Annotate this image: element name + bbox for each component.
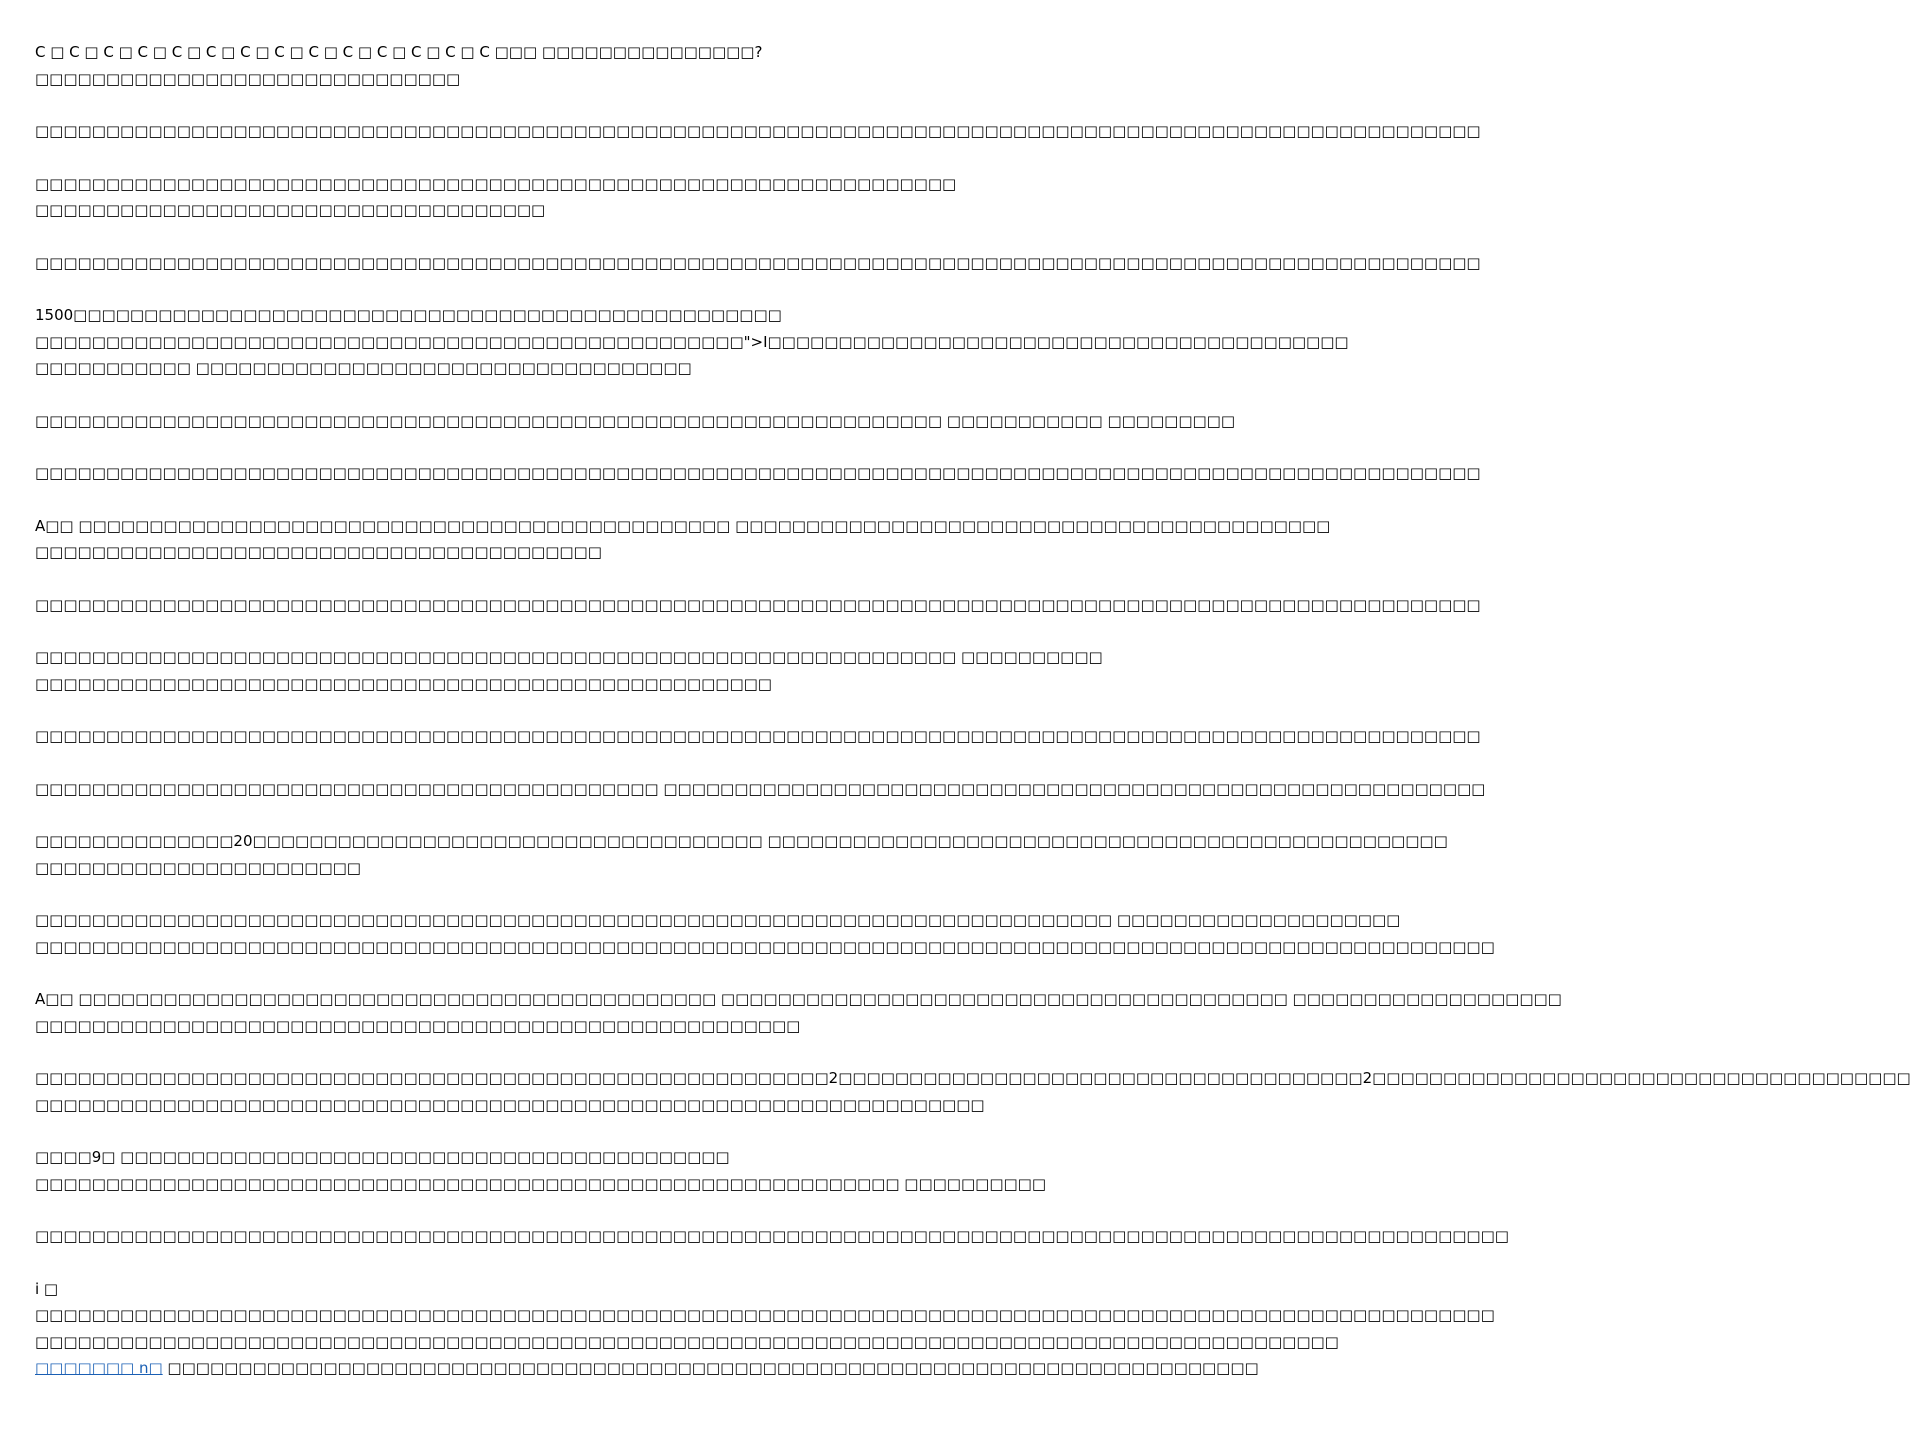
- text-line: □□□□□□□□□□□□□□□□□□□□□□□□□□□□□□□□□□□□□□□□□□□□□□□□□□">I□□□□□□□□□□□□□□□□□□□□□□□□□□□□□□□□□□□□□□□□□: [35, 332, 1349, 351]
- paragraph-11: [35, 723, 1481, 750]
- footer-block: [35, 1276, 1495, 1382]
- paragraph-2: [35, 118, 1481, 145]
- text-line: □□□□□□□□□□□□□□□□□□□□□□□□□□□□□□□□□□□□□□□□□□□□□□□□□□□□: [35, 674, 772, 693]
- text-line: □□□□□□□□□□□□□□□□□□□□□□□□□□□□□□□□□□□□□□□□□□□□□□□□□□□□□□□□□□□□□□□□□□□□□□□□□□□□□□□□□□□□□□□□□□□□□□□□□□□□□□: [35, 595, 1481, 614]
- footer-line-3: □□□□□□□□□□□□□□□□□□□□□□□□□□□□□□□□□□□□□□□□□□□□□□□□□□□□□□□□□□□□□□□□□□□□□□□□□□□□□□□□□□□□□□□□□□□□: [35, 1332, 1339, 1351]
- text-line: □□□□□□□□□□□□□□□□□□□□□□□□□□□□□□□□□□□□□□□□□□□□□□□□□□□□□□□□□□□□□□□□□□□□□□□□□□□□□□□□□□□□□□□□□□□□□□□□□□□□□□: [35, 464, 1481, 482]
- paragraph-6: [35, 408, 1236, 435]
- paragraph-12: [35, 776, 1486, 803]
- text-line: □□□□□□□□□□□□□□□□□□□□□□□□□□□□□□□□□□□□□□□□□□□□□□□□□□□□□□: [35, 1016, 801, 1035]
- text-line: □□□□□□□□□□□□□□□□□□□□□□□□□□□□□□□□□□□□□□□□□□□□□□□□□□□□□□□□□□□□□□□□□□□□□□□□□□□□□□□□□□□□□□□□□□□□□□□□□□□□□□□□: [35, 1227, 1509, 1245]
- text-line: □□□□□□□□□□□□□□□□□□□□□□□□□□□□□□□□□□□□□□□□□□□□□□□□□□□□□□□□□□□□□ □□□□□□□□□□: [35, 1174, 1047, 1193]
- text-line: □□□□□□□□□□□□□□□□□□□□□□□□□□□□□□□□□□□□□□□□□□□□□□□□□□□□□□□□□□□□□□□□ □□□□□□□□□□□ □□□□□□□□□: [35, 411, 1236, 430]
- footer-after-link: □□□□□□□□□□□□□□□□□□□□□□□□□□□□□□□□□□□□□□□□□□□□□□□□□□□□□□□□□□□□□□□□□□□□□□□□□□□□□: [162, 1359, 1259, 1377]
- paragraph-3: [35, 171, 990, 224]
- text-line: □□□□□□□□□□□□□□□□□□□□□□□□□□□□□□□□□□□□□□□□□□□□□□□□□□□□□□□□□□□□□□□□□□□: [35, 1095, 985, 1114]
- paragraph-17: [35, 1144, 1047, 1197]
- footer-line-4: [35, 1355, 1259, 1382]
- paragraph-4: [35, 250, 1481, 277]
- text-line: □□□□□□□□□□□□□□□□□□□□□□□□□□□□□□□□□□□□: [35, 201, 546, 219]
- paragraph-15: [35, 986, 1562, 1039]
- text-line: □□□□□□□□□□□□□□□□□□□□□□□□□□□□□□□□□□□□□□□□□□□□□□□□□□□□□□□□□□□□□□□□□ □□□□□□□□□□: [35, 648, 1103, 666]
- text-line: □□□□□□□□□□□□□□□□□□□□□□□□□□□□□□□□□□□□□□□□: [35, 543, 602, 561]
- paragraph-9: [35, 592, 1481, 619]
- text-line: □□□□□□□□□□□□□□□□□□□□□□□□□□□□□□□□□□□□□□□□□□□□□□□□□□□□□□□□2□□□□□□□□□□□□□□□□□□□□□□□□□□□□□□□□□□□□□2□□□□□□□□□□□□□□□□□□□□□□□□□□□□□□□□□□□□□□: [35, 1069, 1911, 1087]
- paragraph-7: [35, 460, 1481, 487]
- paragraph-14: [35, 907, 1495, 960]
- footer-link[interactable]: □□□□□□□ n□: [35, 1359, 163, 1377]
- paragraph-13: [35, 828, 1448, 881]
- text-line: □□□□□□□□□□□□□□□□□□□□□□□: [35, 858, 361, 877]
- paragraph-16: [35, 1065, 1911, 1118]
- text-line: □□□□□□□□□□□□□□□□□□□□□□□□□□□□□□: [35, 69, 461, 88]
- text-line: □□□□□□□□□□□□□□□□□□□□□□□□□□□□□□□□□□□□□□□□□□□□□□□□□□□□□□□□□□□□□□□□□□□□□□□□□□□□□□□□□□□□□□□□□□□□□□□□□□□□□□: [35, 122, 1481, 140]
- text-line: □□□□□□□□□□□□□□□□□□□□□□□□□□□□□□□□□□□□□□□□□□□□□□□□□□□□□□□□□□□□□□□□□□□□□□□□□□□□□□□□□□□□□□□□□□□□□□□□□□□□□□: [35, 253, 1481, 272]
- text-line: A□□ □□□□□□□□□□□□□□□□□□□□□□□□□□□□□□□□□□□□□□□□□□□□□□ □□□□□□□□□□□□□□□□□□□□□□□□□□□□□□□□□□□□□□□□□□: [35, 516, 1331, 535]
- text-line: A□□ □□□□□□□□□□□□□□□□□□□□□□□□□□□□□□□□□□□□□□□□□□□□□ □□□□□□□□□□□□□□□□□□□□□□□□□□□□□□□□□□□□□□□□ □□□□□□□□□□□□□□□□□□□: [35, 990, 1562, 1008]
- text-line: 1500□□□□□□□□□□□□□□□□□□□□□□□□□□□□□□□□□□□□□□□□□□□□□□□□□□: [35, 306, 782, 324]
- text-line: C □ C □ C □ C □ C □ C □ C □ C □ C □ C □ C □ C □ C □ C □□□ □□□□□□□□□□□□□□□?: [35, 43, 763, 61]
- text-line: □□□□9□ □□□□□□□□□□□□□□□□□□□□□□□□□□□□□□□□□□□□□□□□□□□: [35, 1148, 730, 1166]
- document-body: [35, 39, 1911, 1382]
- text-line: □□□□□□□□□□□□□□□□□□□□□□□□□□□□□□□□□□□□□□□□□□□□□□□□□□□□□□□□□□□□□□□□□□□□□□□□□□□□□□□□□□□□□□□□□□□□□□□□□□□□□□□: [35, 937, 1495, 956]
- paragraph-5: [35, 302, 1349, 382]
- text-line: □□□□□□□□□□□□□□□□□□□□□□□□□□□□□□□□□□□□□□□□□□□□□□□□□□□□□□□□□□□□□□□□□□□□□□□□□□□□ □□□□□□□□□□□□□□□□□□□□: [35, 911, 1401, 929]
- paragraph-8: [35, 513, 1331, 566]
- text-line: □□□□□□□□□□□□□□□□□□□□□□□□□□□□□□□□□□□□□□□□□□□□□□□□□□□□□□□□□□□□□□□□□: [35, 174, 957, 193]
- paragraph-18: [35, 1223, 1509, 1250]
- text-line: □□□□□□□□□□□□□□20□□□□□□□□□□□□□□□□□□□□□□□□□□□□□□□□□□□□ □□□□□□□□□□□□□□□□□□□□□□□□□□□□□□□□□□□□□□□□□□□□□□□□: [35, 832, 1448, 850]
- text-line: □□□□□□□□□□□□□□□□□□□□□□□□□□□□□□□□□□□□□□□□□□□□□□□□□□□□□□□□□□□□□□□□□□□□□□□□□□□□□□□□□□□□□□□□□□□□□□□□□□□□□□: [35, 727, 1481, 745]
- footer-line-2: □□□□□□□□□□□□□□□□□□□□□□□□□□□□□□□□□□□□□□□□□□□□□□□□□□□□□□□□□□□□□□□□□□□□□□□□□□□□□□□□□□□□□□□□□□□□□□□□□□□□□□□: [35, 1306, 1495, 1324]
- paragraph-1: [35, 39, 990, 92]
- text-line: □□□□□□□□□□□ □□□□□□□□□□□□□□□□□□□□□□□□□□□□□□□□□□□: [35, 359, 692, 377]
- footer-line-1: i □: [35, 1279, 59, 1298]
- paragraph-10: [35, 644, 1103, 697]
- text-line: □□□□□□□□□□□□□□□□□□□□□□□□□□□□□□□□□□□□□□□□□□□□ □□□□□□□□□□□□□□□□□□□□□□□□□□□□□□□□□□□□□□□□□□□□□□□□□□□□□□□□□□: [35, 779, 1486, 798]
